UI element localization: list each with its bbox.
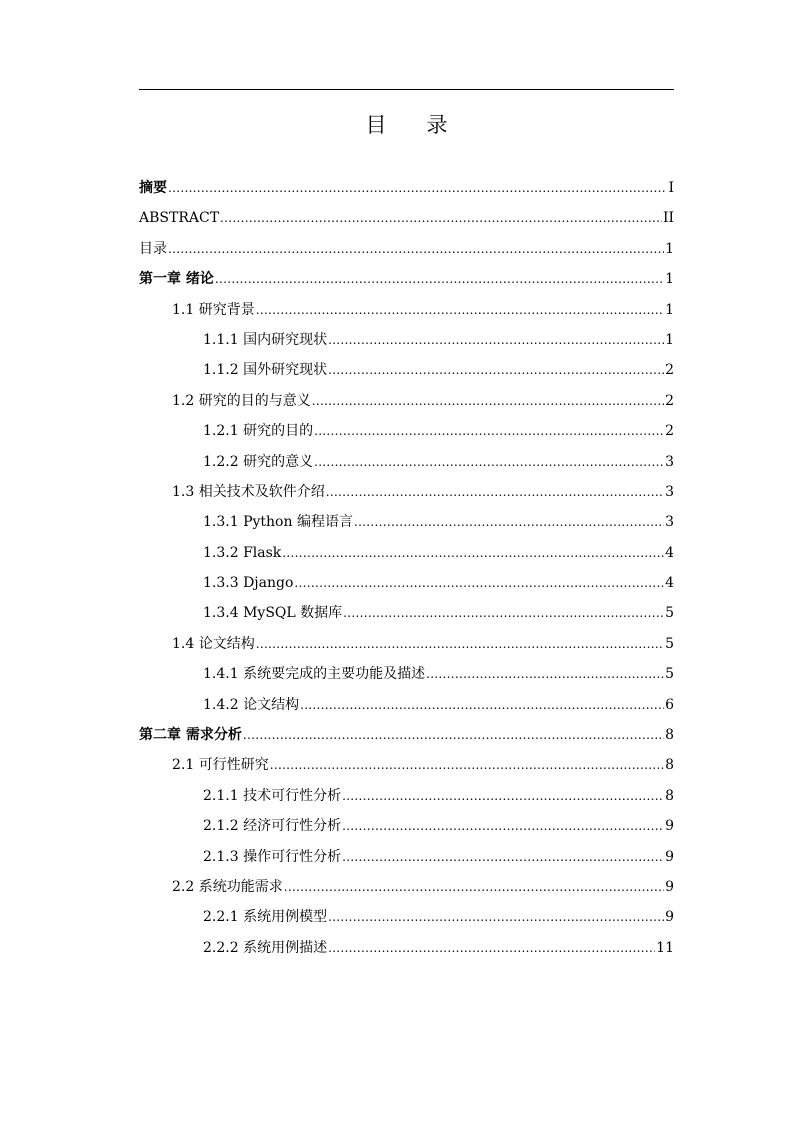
toc-entry[interactable] [139, 416, 674, 446]
toc-entry[interactable] [139, 659, 674, 689]
toc-entry[interactable] [139, 902, 674, 932]
toc-entry-label: 1.3.1 Python 编程语言 [203, 514, 353, 531]
toc-entry-page-number: 1 [665, 271, 674, 288]
toc-entry-page-number: 2 [665, 362, 674, 379]
toc-entry-label: 1.3.4 MySQL 数据库 [203, 605, 343, 622]
toc-entry-page-number: 9 [665, 818, 674, 835]
toc-entry-page-number: I [668, 180, 674, 196]
toc-heading-char-2: 录 [426, 113, 448, 137]
toc-dot-leader [426, 659, 664, 689]
toc-entry-label: 1.4.2 论文结构 [203, 696, 300, 713]
toc-entry-page-number: 9 [665, 848, 674, 865]
toc-list [139, 173, 674, 963]
toc-dot-leader [326, 477, 664, 507]
toc-dot-leader [256, 629, 664, 659]
toc-entry-page-number: 9 [665, 878, 674, 895]
toc-entry-label: 1.1.2 国外研究现状 [203, 362, 328, 379]
toc-entry-label: 1.2.1 研究的目的 [203, 423, 314, 440]
toc-entry-label: 1.3.3 Django [203, 575, 294, 592]
toc-entry-page-number: 1 [665, 301, 674, 318]
toc-entry-page-number: 8 [665, 757, 674, 774]
toc-entry-page-number: 3 [665, 483, 674, 500]
toc-entry-page-number: 6 [665, 696, 674, 713]
header-rule [139, 89, 674, 90]
toc-entry-page-number: 1 [665, 331, 674, 348]
toc-entry[interactable] [139, 295, 674, 325]
toc-dot-leader [342, 842, 664, 872]
toc-entry-label: 目录 [139, 240, 167, 257]
toc-entry[interactable] [139, 538, 674, 568]
toc-entry-page-number: 4 [665, 544, 674, 561]
toc-entry-label: 1.1 研究背景 [172, 301, 255, 318]
toc-dot-leader [300, 690, 664, 720]
toc-dot-leader [354, 507, 664, 537]
toc-dot-leader [294, 568, 664, 598]
toc-entry[interactable] [139, 720, 674, 750]
toc-dot-leader [312, 386, 664, 416]
toc-entry[interactable] [139, 355, 674, 385]
toc-dot-leader [328, 933, 655, 963]
toc-entry-page-number: 3 [665, 514, 674, 531]
toc-entry[interactable] [139, 750, 674, 780]
toc-dot-leader [243, 720, 664, 750]
toc-entry-label: 1.2.2 研究的意义 [203, 453, 314, 470]
toc-entry-page-number: 5 [665, 635, 674, 652]
toc-entry[interactable] [139, 507, 674, 537]
toc-dot-leader [342, 781, 664, 811]
toc-heading [139, 111, 674, 139]
toc-entry-label: 2.1.2 经济可行性分析 [203, 818, 342, 835]
toc-dot-leader [343, 598, 664, 628]
toc-entry[interactable] [139, 568, 674, 598]
toc-entry-label: 2.2.1 系统用例模型 [203, 909, 328, 926]
toc-entry-label: ABSTRACT [139, 210, 220, 227]
toc-entry[interactable] [139, 234, 674, 264]
toc-entry-label: 第二章 需求分析 [139, 727, 242, 744]
toc-dot-leader [168, 173, 667, 203]
toc-entry[interactable] [139, 264, 674, 294]
toc-dot-leader [328, 355, 664, 385]
toc-entry-label: 1.3.2 Flask [203, 544, 282, 561]
toc-entry-page-number: 4 [665, 575, 674, 592]
toc-entry-label: 2.2.2 系统用例描述 [203, 939, 328, 956]
toc-entry-page-number: II [662, 210, 674, 227]
toc-entry-label: 1.3 相关技术及软件介绍 [172, 483, 325, 500]
toc-entry[interactable] [139, 629, 674, 659]
toc-dot-leader [314, 447, 664, 477]
toc-entry[interactable] [139, 447, 674, 477]
toc-dot-leader [220, 203, 662, 233]
toc-entry[interactable] [139, 203, 674, 233]
toc-dot-leader [314, 416, 664, 446]
toc-entry[interactable] [139, 781, 674, 811]
toc-dot-leader [270, 750, 664, 780]
toc-entry-label: 1.4.1 系统要完成的主要功能及描述 [203, 666, 426, 683]
toc-entry-label: 1.4 论文结构 [172, 635, 255, 652]
toc-entry-page-number: 11 [656, 939, 674, 956]
toc-entry-page-number: 5 [665, 605, 674, 622]
toc-entry[interactable] [139, 173, 674, 203]
toc-entry-label: 摘要 [139, 180, 167, 196]
toc-entry-page-number: 2 [665, 423, 674, 440]
toc-entry-label: 2.1.3 操作可行性分析 [203, 848, 342, 865]
toc-entry-page-number: 5 [665, 666, 674, 683]
toc-entry-page-number: 1 [665, 240, 674, 257]
toc-dot-leader [342, 811, 664, 841]
toc-entry[interactable] [139, 842, 674, 872]
toc-entry[interactable] [139, 477, 674, 507]
toc-entry-page-number: 2 [665, 392, 674, 409]
toc-entry[interactable] [139, 811, 674, 841]
toc-dot-leader [168, 234, 664, 264]
toc-entry-label: 1.2 研究的目的与意义 [172, 392, 311, 409]
toc-entry[interactable] [139, 690, 674, 720]
toc-entry[interactable] [139, 325, 674, 355]
toc-heading-char-1: 目 [365, 113, 387, 137]
toc-entry[interactable] [139, 386, 674, 416]
toc-entry-label: 2.1.1 技术可行性分析 [203, 787, 342, 804]
toc-entry-label: 2.2 系统功能需求 [172, 878, 283, 895]
toc-entry[interactable] [139, 598, 674, 628]
toc-dot-leader [328, 902, 664, 932]
toc-dot-leader [328, 325, 664, 355]
toc-entry-label: 第一章 绪论 [139, 271, 214, 288]
toc-dot-leader [282, 538, 664, 568]
toc-entry-page-number: 8 [665, 727, 674, 744]
toc-entry-label: 2.1 可行性研究 [172, 757, 269, 774]
toc-entry-page-number: 9 [665, 909, 674, 926]
toc-entry-label: 1.1.1 国内研究现状 [203, 331, 328, 348]
toc-dot-leader [284, 872, 664, 902]
toc-entry[interactable] [139, 933, 674, 963]
toc-dot-leader [256, 295, 664, 325]
toc-dot-leader [215, 264, 664, 294]
toc-entry[interactable] [139, 872, 674, 902]
toc-entry-page-number: 8 [665, 787, 674, 804]
toc-entry-page-number: 3 [665, 453, 674, 470]
